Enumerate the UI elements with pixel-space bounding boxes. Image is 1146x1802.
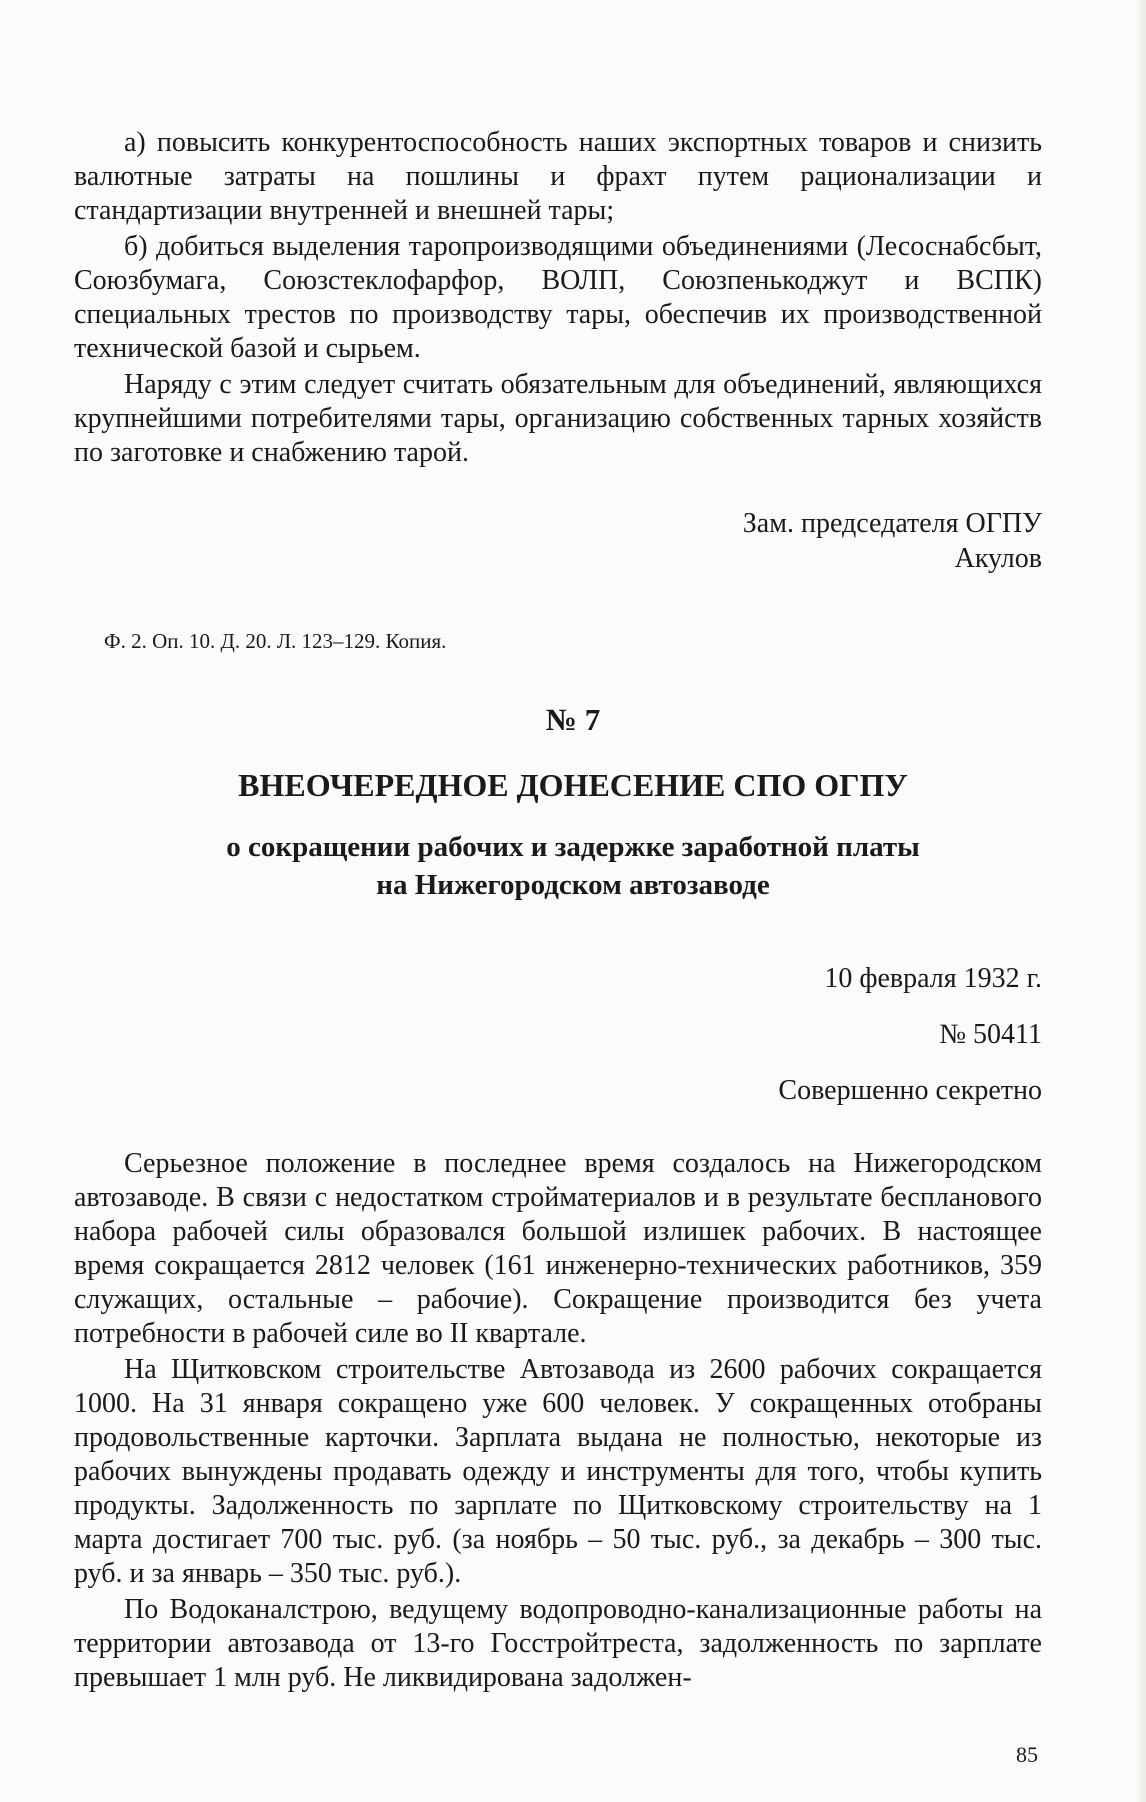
paragraph-b: б) добиться выделения таропроизводящими объединениями (Лесоснабсбыт, Союзбумага, Союзстеклофарфор, ВОЛП, Союзпенькоджут и ВСПК) специальных трестов по производству тары, обеспечив их производственной технической базой и сырьем. bbox=[74, 231, 1042, 364]
report-body bbox=[74, 1147, 1042, 1695]
body-paragraph-1: Серьезное положение в последнее время создалось на Нижегородском автозаводе. В связи с недостатком стройматериалов и в результате беспланового набора рабочей силы образовался большой излишек рабочих. В настоящее время сокращается 2812 человек (161 инженерно-технических работников, 359 служащих, остальные – рабочие). Сокращение производится без учета потребности в рабочей силе во II квартале. bbox=[74, 1148, 1042, 1349]
page-number: 85 bbox=[1016, 1742, 1038, 1767]
scan-edge-shadow bbox=[1136, 0, 1146, 1802]
signature-name: Акулов bbox=[954, 543, 1042, 574]
body-paragraph-3: По Водоканалстрою, ведущему водопроводно-канализационные работы на территории автозавода от 13-го Госстройтреста, задолженность по зарплате превышает 1 млн руб. Не ликвидирована задолжен- bbox=[74, 1594, 1042, 1693]
body-paragraph-2: На Щитковском строительстве Автозавода из 2600 рабочих сокращается 1000. На 31 января сокращено уже 600 человек. У сокращенных отобраны продовольственные карточки. Зарплата выдана не полностью, некоторые из рабочих вынуждены продавать одежду и инструменты для того, чтобы купить продукты. Задолженность по зарплате по Щитковскому строительству на 1 марта достигает 700 тыс. руб. (за ноябрь – 50 тыс. руб., за декабрь – 300 тыс. руб. и за январь – 350 тыс. руб.). bbox=[74, 1354, 1042, 1589]
signature-position: Зам. председателя ОГПУ bbox=[742, 508, 1042, 539]
paragraph-a: а) повысить конкурентоспособность наших экспортных товаров и снизить валютные затраты на пошлины и фрахт путем рационализации и стандартизации внутренней и внешней тары; bbox=[74, 127, 1042, 226]
registration-number: № 50411 bbox=[939, 1019, 1042, 1050]
document-date: 10 февраля 1932 г. bbox=[824, 963, 1042, 994]
document-number: № 7 bbox=[545, 702, 601, 737]
subtitle-line-2: на Нижегородском автозаводе bbox=[376, 869, 770, 901]
subtitle-line-1: о сокращении рабочих и задержке заработной платы bbox=[226, 831, 920, 863]
classification-label: Совершенно секретно bbox=[778, 1075, 1042, 1106]
document-subtitle bbox=[0, 828, 1146, 904]
document-title: ВНЕОЧЕРЕДНОЕ ДОНЕСЕНИЕ СПО ОГПУ bbox=[238, 767, 908, 803]
archive-reference: Ф. 2. Оп. 10. Д. 20. Л. 123–129. Копия. bbox=[104, 629, 447, 653]
top-text-block bbox=[74, 126, 1042, 470]
paragraph-conclusion: Наряду с этим следует считать обязательным для объединений, являющихся крупнейшими потребителями тары, организацию собственных тарных хозяйств по заготовке и снабжению тарой. bbox=[74, 369, 1042, 468]
